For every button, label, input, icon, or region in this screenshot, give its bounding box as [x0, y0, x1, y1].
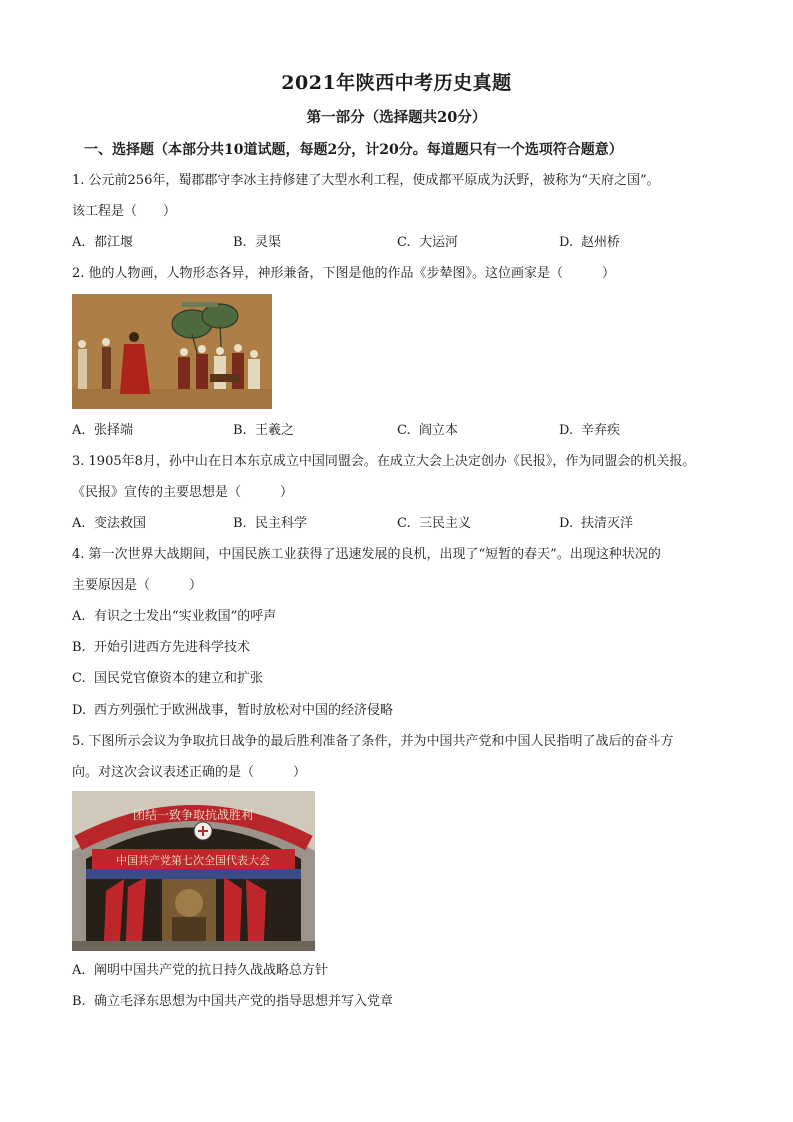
question-1-option-c: C. 大运河: [397, 235, 459, 250]
question-3-option-a: A. 变法救国: [72, 516, 147, 531]
question-1-option-b: B. 灵渠: [233, 235, 282, 250]
question-1-option-d: D. 赵州桥: [559, 235, 621, 250]
question-5-option-b: B. 确立毛泽东思想为中国共产党的指导思想并写入党章: [72, 994, 394, 1009]
question-2-option-d: D. 辛弃疾: [559, 423, 621, 438]
seventh-congress-photo: [72, 791, 315, 951]
question-3-line-2: 《民报》宣传的主要思想是（ ）: [72, 485, 294, 500]
question-5-line-2: 向。对这次会议表述正确的是（ ）: [72, 765, 307, 780]
question-4-option-d: D. 西方列强忙于欧洲战事，暂时放松对中国的经济侵略: [72, 703, 394, 718]
congress-banner-text: 中国共产党第七次全国代表大会: [116, 854, 270, 867]
bunian-painting-image: [72, 294, 272, 409]
question-4-option-b: B. 开始引进西方先进科学技术: [72, 640, 251, 655]
question-4-option-c: C. 国民党官僚资本的建立和扩张: [72, 671, 264, 686]
arch-slogan-text: 团结一致争取抗战胜利: [132, 808, 254, 822]
question-1-line-2: 该工程是（ ）: [72, 204, 177, 219]
question-2-option-b: B. 王羲之: [233, 423, 295, 438]
question-2-line-1: 2. 他的人物画，人物形态各异，神形兼备，下图是他的作品《步辇图》。这位画家是（ ）: [72, 266, 616, 281]
question-1-option-a: A. 都江堰: [72, 235, 134, 250]
section-heading: 一、选择题（本部分共10道试题，每题2分，计20分。每道题只有一个选项符合题意）: [84, 142, 623, 158]
question-4-line-1: 4. 第一次世界大战期间，中国民族工业获得了迅速发展的良机，出现了“短暂的春天”。出现这种状况的: [72, 547, 661, 562]
page-title: 2021年陕西中考历史真题: [281, 72, 512, 94]
question-3-line-1: 3. 1905年8月，孙中山在日本东京成立中国同盟会。在成立大会上决定创办《民报》，作为同盟会的机关报。: [72, 454, 696, 469]
question-3-option-c: C. 三民主义: [397, 516, 472, 531]
question-3-option-d: D. 扶清灭洋: [559, 516, 634, 531]
question-4-option-a: A. 有识之士发出“实业救国”的呼声: [72, 609, 277, 624]
question-5-line-1: 5. 下图所示会议为争取抗日战争的最后胜利准备了条件，并为中国共产党和中国人民指明了战后的奋斗方: [72, 734, 674, 749]
question-3-option-b: B. 民主科学: [233, 516, 308, 531]
question-2-option-a: A. 张择端: [72, 423, 134, 438]
question-2-option-c: C. 阎立本: [397, 423, 459, 438]
part-subtitle: 第一部分（选择题共20分）: [306, 109, 487, 126]
question-5-option-a: A. 阐明中国共产党的抗日持久战战略总方针: [72, 963, 329, 978]
question-1-line-1: 1. 公元前256年，蜀郡郡守李冰主持修建了大型水利工程，使成都平原成为沃野，被称为“天府之国”。: [72, 173, 660, 188]
question-4-line-2: 主要原因是（ ）: [72, 578, 203, 593]
